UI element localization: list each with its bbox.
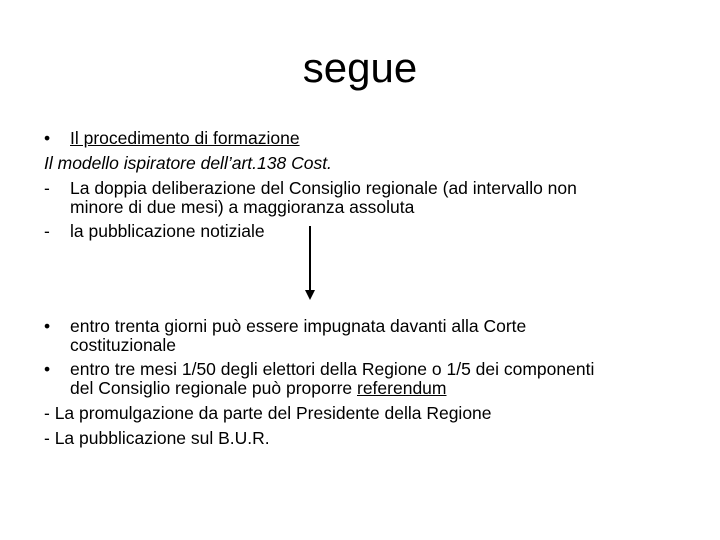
dash-2: - xyxy=(44,221,50,241)
dash-item-publication: - La pubblicazione sul B.U.R. xyxy=(44,428,270,448)
point1-line2: costituzionale xyxy=(70,335,177,355)
point2-line2-prefix: del Consiglio regionale può proporre xyxy=(70,378,357,398)
referendum-term: referendum xyxy=(357,378,447,398)
point2-line1: entro tre mesi 1/50 degli elettori della Regione o 1/5 dei componenti xyxy=(70,359,595,379)
procedure-heading: Il procedimento di formazione xyxy=(70,128,300,148)
slide-title: segue xyxy=(302,44,418,91)
dash-1: - xyxy=(44,178,50,198)
item1-line2: minore di due mesi) a maggioranza assoluta xyxy=(70,197,415,217)
item1-line1: La doppia deliberazione del Consiglio regionale (ad intervallo non xyxy=(70,178,577,198)
bullet-2: • xyxy=(44,316,51,336)
item2-line: la pubblicazione notiziale xyxy=(70,221,265,241)
dash-item-promulgation: - La promulgazione da parte del Presidente della Regione xyxy=(44,403,492,423)
point1-line1: entro trenta giorni può essere impugnata davanti alla Corte xyxy=(70,316,527,336)
model-line: Il modello ispiratore dell’art.138 Cost. xyxy=(44,153,332,173)
bullet-3: • xyxy=(44,359,51,379)
down-arrow-icon xyxy=(300,224,320,302)
bullet-1: • xyxy=(44,128,51,148)
point2-line2 xyxy=(70,378,447,399)
